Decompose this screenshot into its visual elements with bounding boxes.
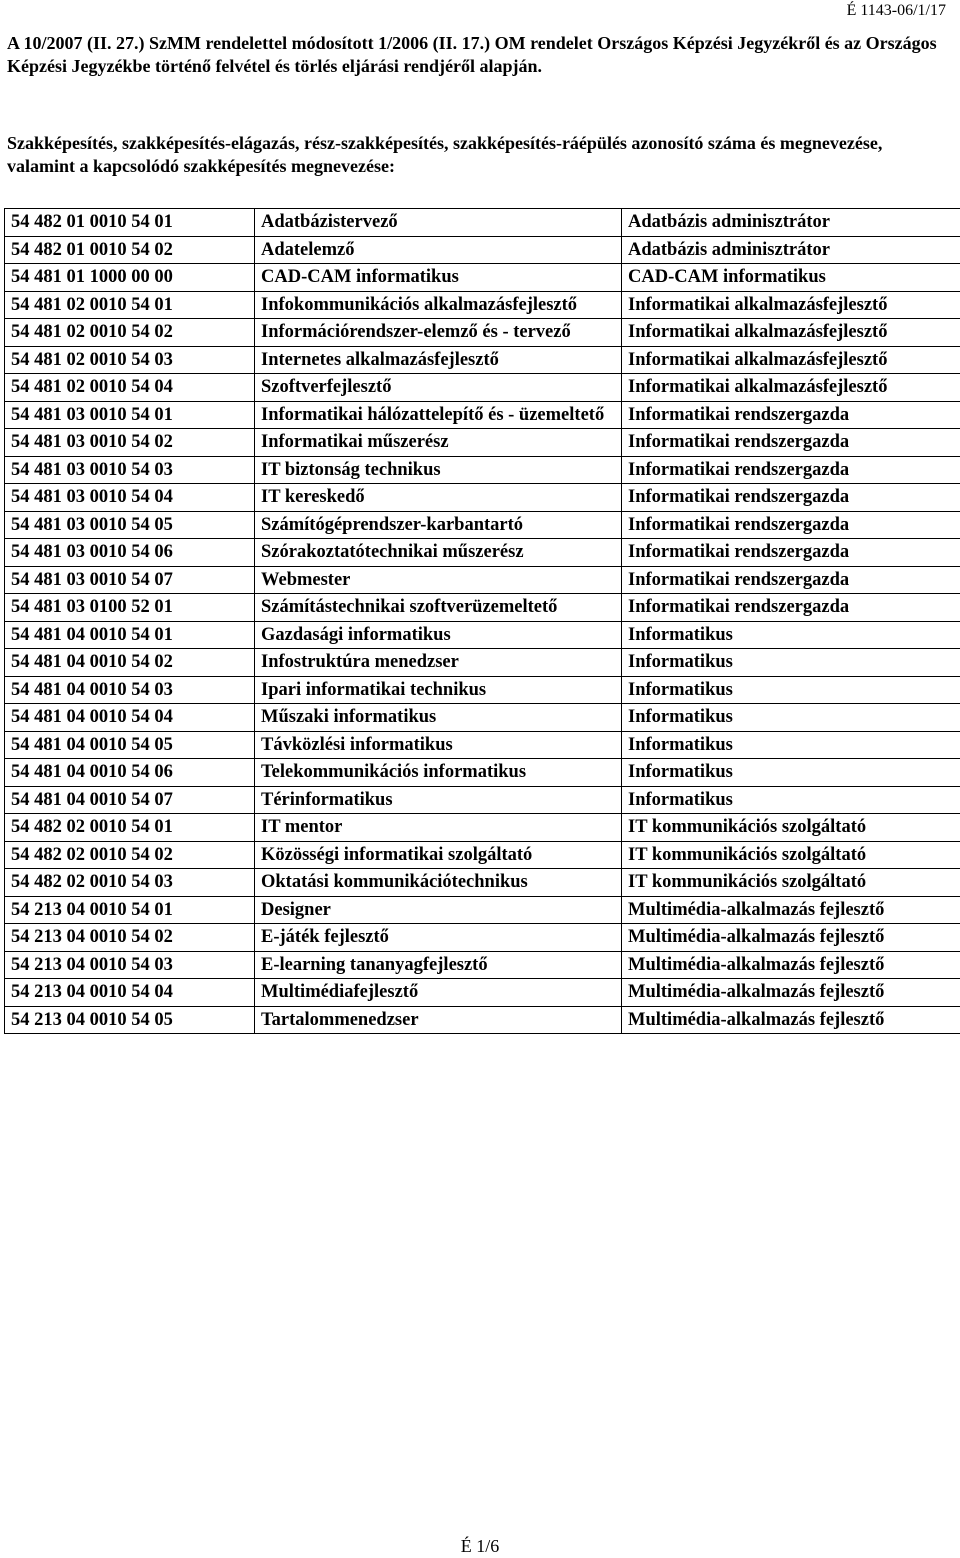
related-qualification-cell: IT kommunikációs szolgáltató xyxy=(622,814,960,842)
qualification-code-cell: 54 481 03 0010 54 01 xyxy=(5,401,255,429)
qualification-name-cell: CAD-CAM informatikus xyxy=(255,264,622,292)
qualification-name-cell: Szoftverfejlesztő xyxy=(255,374,622,402)
table-row xyxy=(5,209,960,237)
related-qualification-cell: Informatikus xyxy=(622,786,960,814)
table-row xyxy=(5,896,960,924)
related-qualification-cell: IT kommunikációs szolgáltató xyxy=(622,841,960,869)
qualification-code-cell: 54 213 04 0010 54 02 xyxy=(5,924,255,952)
table-row xyxy=(5,869,960,897)
qualification-name-cell: Szórakoztatótechnikai műszerész xyxy=(255,539,622,567)
qualification-name-cell: Informatikai műszerész xyxy=(255,429,622,457)
table-row xyxy=(5,924,960,952)
qualification-code-cell: 54 481 03 0010 54 05 xyxy=(5,511,255,539)
qualification-name-cell: Adatbázistervező xyxy=(255,209,622,237)
related-qualification-cell: Informatikai rendszergazda xyxy=(622,484,960,512)
related-qualification-cell: Informatikus xyxy=(622,704,960,732)
related-qualification-cell: Adatbázis adminisztrátor xyxy=(622,209,960,237)
qualification-code-cell: 54 481 01 1000 00 00 xyxy=(5,264,255,292)
related-qualification-cell: Informatikai alkalmazásfejlesztő xyxy=(622,319,960,347)
related-qualification-cell: Informatikai rendszergazda xyxy=(622,594,960,622)
qualification-name-cell: Információrendszer-elemző és - tervező xyxy=(255,319,622,347)
qualification-code-cell: 54 482 02 0010 54 01 xyxy=(5,814,255,842)
qualification-code-cell: 54 481 04 0010 54 03 xyxy=(5,676,255,704)
related-qualification-cell: Informatikai rendszergazda xyxy=(622,456,960,484)
qualification-code-cell: 54 213 04 0010 54 05 xyxy=(5,1006,255,1034)
table-row xyxy=(5,319,960,347)
table-row xyxy=(5,594,960,622)
qualification-name-cell: Telekommunikációs informatikus xyxy=(255,759,622,787)
qualification-table xyxy=(4,208,960,1034)
related-qualification-cell: CAD-CAM informatikus xyxy=(622,264,960,292)
intro-text: Szakképesítés, szakképesítés-elágazás, rész-szakképesítés, szakképesítés-ráépülés azonosító száma és megnevezése, valamint a kapcsolódó szakképesítés megnevezése: xyxy=(7,133,883,176)
related-qualification-cell: Informatikus xyxy=(622,676,960,704)
table-row xyxy=(5,814,960,842)
qualification-name-cell: Műszaki informatikus xyxy=(255,704,622,732)
table-row xyxy=(5,374,960,402)
qualification-code-cell: 54 481 02 0010 54 04 xyxy=(5,374,255,402)
related-qualification-cell: Informatikai rendszergazda xyxy=(622,511,960,539)
table-row xyxy=(5,484,960,512)
qualification-name-cell: Oktatási kommunikációtechnikus xyxy=(255,869,622,897)
related-qualification-cell: Adatbázis adminisztrátor xyxy=(622,236,960,264)
related-qualification-cell: Informatikus xyxy=(622,649,960,677)
qualification-name-cell: Designer xyxy=(255,896,622,924)
table-row xyxy=(5,841,960,869)
qualification-table-body xyxy=(5,209,960,1034)
table-row xyxy=(5,511,960,539)
table-row xyxy=(5,401,960,429)
qualification-name-cell: Adatelemző xyxy=(255,236,622,264)
related-qualification-cell: Multimédia-alkalmazás fejlesztő xyxy=(622,951,960,979)
qualification-code-cell: 54 481 02 0010 54 01 xyxy=(5,291,255,319)
table-row xyxy=(5,979,960,1007)
qualification-name-cell: IT mentor xyxy=(255,814,622,842)
qualification-name-cell: Közösségi informatikai szolgáltató xyxy=(255,841,622,869)
qualification-code-cell: 54 481 03 0010 54 02 xyxy=(5,429,255,457)
table-row xyxy=(5,704,960,732)
qualification-code-cell: 54 481 04 0010 54 04 xyxy=(5,704,255,732)
related-qualification-cell: Informatikai alkalmazásfejlesztő xyxy=(622,346,960,374)
qualification-name-cell: E-learning tananyagfejlesztő xyxy=(255,951,622,979)
qualification-code-cell: 54 481 03 0010 54 04 xyxy=(5,484,255,512)
related-qualification-cell: Multimédia-alkalmazás fejlesztő xyxy=(622,924,960,952)
table-row xyxy=(5,539,960,567)
table-row xyxy=(5,429,960,457)
table-row xyxy=(5,1006,960,1034)
qualification-code-cell: 54 481 03 0100 52 01 xyxy=(5,594,255,622)
table-row xyxy=(5,951,960,979)
related-qualification-cell: Multimédia-alkalmazás fejlesztő xyxy=(622,896,960,924)
related-qualification-cell: Informatikai alkalmazásfejlesztő xyxy=(622,291,960,319)
qualification-code-cell: 54 481 04 0010 54 02 xyxy=(5,649,255,677)
qualification-name-cell: Gazdasági informatikus xyxy=(255,621,622,649)
qualification-name-cell: Infostruktúra menedzser xyxy=(255,649,622,677)
qualification-code-cell: 54 482 01 0010 54 01 xyxy=(5,209,255,237)
table-row xyxy=(5,236,960,264)
related-qualification-cell: Multimédia-alkalmazás fejlesztő xyxy=(622,979,960,1007)
qualification-code-cell: 54 481 04 0010 54 07 xyxy=(5,786,255,814)
related-qualification-cell: IT kommunikációs szolgáltató xyxy=(622,869,960,897)
qualification-code-cell: 54 481 03 0010 54 03 xyxy=(5,456,255,484)
qualification-name-cell: Informatikai hálózattelepítő és - üzemeltető xyxy=(255,401,622,429)
related-qualification-cell: Informatikus xyxy=(622,731,960,759)
table-row xyxy=(5,676,960,704)
qualification-code-cell: 54 481 02 0010 54 02 xyxy=(5,319,255,347)
document-id: É 1143-06/1/17 xyxy=(846,2,946,19)
table-row xyxy=(5,291,960,319)
qualification-code-cell: 54 213 04 0010 54 01 xyxy=(5,896,255,924)
qualification-code-cell: 54 481 04 0010 54 06 xyxy=(5,759,255,787)
qualification-code-cell: 54 213 04 0010 54 04 xyxy=(5,979,255,1007)
qualification-name-cell: E-játék fejlesztő xyxy=(255,924,622,952)
related-qualification-cell: Informatikus xyxy=(622,759,960,787)
related-qualification-cell: Informatikus xyxy=(622,621,960,649)
qualification-name-cell: IT biztonság technikus xyxy=(255,456,622,484)
qualification-code-cell: 54 482 02 0010 54 02 xyxy=(5,841,255,869)
regulation-header: A 10/2007 (II. 27.) SzMM rendelettel módosított 1/2006 (II. 17.) OM rendelet Országos Képzési Jegyzékről és az Országos Képzési Jegyzékbe történő felvétel és törlés eljárási rendjéről alapján. xyxy=(7,33,937,76)
related-qualification-cell: Informatikai rendszergazda xyxy=(622,566,960,594)
qualification-code-cell: 54 482 01 0010 54 02 xyxy=(5,236,255,264)
qualification-name-cell: IT kereskedő xyxy=(255,484,622,512)
qualification-name-cell: Internetes alkalmazásfejlesztő xyxy=(255,346,622,374)
page-number: É 1/6 xyxy=(460,1536,500,1556)
related-qualification-cell: Informatikai alkalmazásfejlesztő xyxy=(622,374,960,402)
qualification-name-cell: Távközlési informatikus xyxy=(255,731,622,759)
table-row xyxy=(5,649,960,677)
qualification-code-cell: 54 481 03 0010 54 06 xyxy=(5,539,255,567)
qualification-name-cell: Infokommunikációs alkalmazásfejlesztő xyxy=(255,291,622,319)
qualification-name-cell: Webmester xyxy=(255,566,622,594)
table-row xyxy=(5,786,960,814)
table-row xyxy=(5,456,960,484)
qualification-name-cell: Multimédiafejlesztő xyxy=(255,979,622,1007)
qualification-name-cell: Ipari informatikai technikus xyxy=(255,676,622,704)
qualification-code-cell: 54 213 04 0010 54 03 xyxy=(5,951,255,979)
related-qualification-cell: Informatikai rendszergazda xyxy=(622,429,960,457)
qualification-name-cell: Tartalommenedzser xyxy=(255,1006,622,1034)
qualification-name-cell: Számítástechnikai szoftverüzemeltető xyxy=(255,594,622,622)
qualification-code-cell: 54 482 02 0010 54 03 xyxy=(5,869,255,897)
qualification-code-cell: 54 481 04 0010 54 05 xyxy=(5,731,255,759)
table-row xyxy=(5,264,960,292)
table-row xyxy=(5,346,960,374)
related-qualification-cell: Informatikai rendszergazda xyxy=(622,401,960,429)
qualification-code-cell: 54 481 02 0010 54 03 xyxy=(5,346,255,374)
table-row xyxy=(5,731,960,759)
qualification-code-cell: 54 481 03 0010 54 07 xyxy=(5,566,255,594)
table-row xyxy=(5,759,960,787)
table-row xyxy=(5,566,960,594)
table-row xyxy=(5,621,960,649)
related-qualification-cell: Multimédia-alkalmazás fejlesztő xyxy=(622,1006,960,1034)
qualification-code-cell: 54 481 04 0010 54 01 xyxy=(5,621,255,649)
qualification-name-cell: Számítógéprendszer-karbantartó xyxy=(255,511,622,539)
qualification-name-cell: Térinformatikus xyxy=(255,786,622,814)
related-qualification-cell: Informatikai rendszergazda xyxy=(622,539,960,567)
